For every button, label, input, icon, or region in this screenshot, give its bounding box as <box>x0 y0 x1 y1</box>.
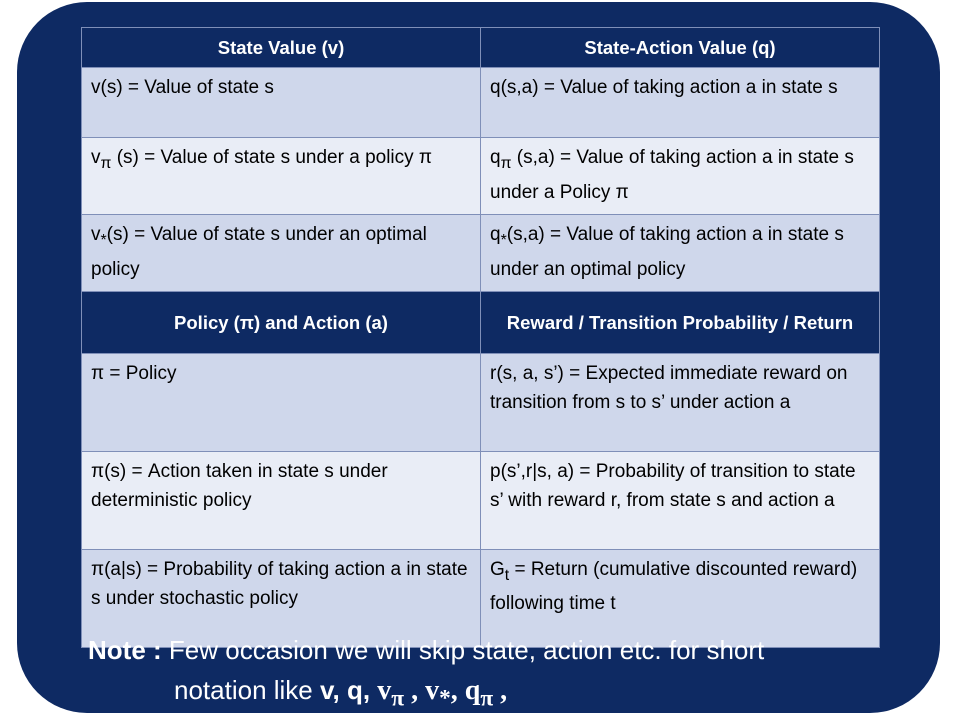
subscript-pi: π <box>391 685 405 712</box>
note-prefix: notation like <box>174 675 320 705</box>
cell-pi-policy: π = Policy <box>82 353 481 451</box>
subscript-star: * <box>100 231 107 249</box>
cell-pi-a-s: π(a|s) = Probability of taking action a in state s under stochastic policy <box>82 549 481 647</box>
separator: , <box>404 675 426 706</box>
header-row-values <box>82 28 880 68</box>
footnote <box>88 630 764 719</box>
header-row-policy-reward <box>82 291 880 353</box>
cell-q-star <box>481 214 880 291</box>
cell-pi-s: π(s) = Action taken in state s under deterministic policy <box>82 451 481 549</box>
symbol-q: q <box>490 223 501 245</box>
cell-transition-prob: p(s’,r|s, a) = Probability of transition to state s’ with reward r, from state s and action a <box>481 451 880 549</box>
cell-v-star <box>82 214 481 291</box>
rl-notation-table <box>81 27 880 648</box>
cell-q-pi <box>481 138 880 215</box>
note-label: Note : <box>88 635 162 665</box>
cell-text: = Return (cumulative discounted reward) following time t <box>490 558 858 615</box>
subscript-pi: π <box>100 154 112 172</box>
symbol-v: v <box>425 675 440 706</box>
subscript-t: t <box>504 566 510 584</box>
table-row <box>82 138 880 215</box>
symbol-q: q <box>490 147 501 168</box>
note-text: Few occasion we will skip state, action etc. for short <box>161 635 765 665</box>
cell-text: (s,a) = Value of taking action a in state s under a Policy π <box>490 147 854 203</box>
note-line-2 <box>88 670 764 719</box>
note-bold-symbols: v, q, <box>319 675 378 705</box>
subscript-pi: π <box>480 685 494 712</box>
symbol-v: v <box>91 223 101 245</box>
cell-text: (s,a) = Value of taking action a in state s under an optimal policy <box>490 223 844 280</box>
symbol-v: v <box>91 147 101 168</box>
header-state-action-value: State-Action Value (q) <box>481 28 880 68</box>
header-state-value: State Value (v) <box>82 28 481 68</box>
cell-v-s: v(s) = Value of state s <box>82 68 481 138</box>
cell-v-pi <box>82 138 481 215</box>
header-policy-action: Policy (π) and Action (a) <box>82 291 481 353</box>
subscript-star: * <box>439 685 451 712</box>
cell-text: (s) = Value of state s under an optimal policy <box>91 223 427 280</box>
subscript-pi: π <box>500 154 512 172</box>
symbol-v: v <box>377 675 392 706</box>
header-reward-transition: Reward / Transition Probability / Return <box>481 291 880 353</box>
subscript-star: * <box>500 231 507 249</box>
cell-reward: r(s, a, s’) = Expected immediate reward on transition from s to s’ under action a <box>481 353 880 451</box>
table-row <box>82 68 880 138</box>
cell-text: (s) = Value of state s under a policy π <box>111 147 433 168</box>
symbol-q: q <box>464 675 481 706</box>
separator: , <box>493 675 508 706</box>
table-row <box>82 451 880 549</box>
cell-q-sa: q(s,a) = Value of taking action a in state s <box>481 68 880 138</box>
table-row <box>82 353 880 451</box>
separator: , <box>450 675 465 706</box>
note-symbol-v-pi <box>377 675 508 712</box>
table-row <box>82 214 880 291</box>
symbol-g: G <box>490 558 505 580</box>
note-line-1 <box>88 630 764 670</box>
